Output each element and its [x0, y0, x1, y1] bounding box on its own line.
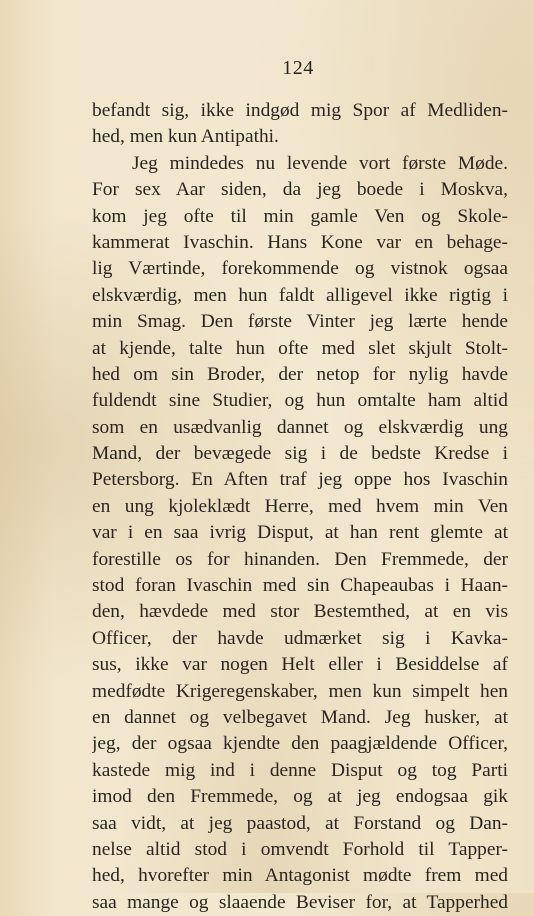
text-line: saa vidt, at jeg paastod, at Forstand og Dan- [92, 812, 508, 834]
text-line: hed, hvorefter min Antagonist mødte frem med [92, 865, 508, 887]
text-line: Jeg mindedes nu levende vort første Møde. [132, 152, 508, 174]
text-line: elskværdig, men hun faldt alligevel ikke rigtig i [92, 284, 508, 306]
text-line: min Smag. Den første Vinter jeg lærte hende [92, 311, 508, 333]
body-text [92, 98, 508, 916]
text-line: kastede mig ind i denne Disput og tog Parti [92, 759, 508, 781]
text-line: Officer, der havde udmærket sig i Kavka- [92, 627, 508, 649]
text-line: fuldendt sine Studier, og hun omtalte ham altid [92, 390, 508, 412]
text-line: jeg, der ogsaa kjendte den paagjældende Officer, [92, 733, 508, 755]
page-number: 124 [282, 57, 314, 79]
text-line: den, hævdede med stor Bestemthed, at en vis [92, 601, 508, 623]
text-line: kom jeg ofte til min gamle Ven og Skole- [92, 205, 508, 227]
text-line: imod den Fremmede, og at jeg endogsaa gik [92, 786, 508, 808]
text-line: nelse altid stod i omvendt Forhold til Tapper- [92, 838, 508, 860]
text-line: saa mange og slaaende Beviser for, at Tapperhed [92, 891, 508, 913]
text-line: Mand, der bevægede sig i de bedste Kredse i [92, 443, 508, 465]
text-line: en ung kjoleklædt Herre, med hvem min Ven [92, 495, 508, 517]
text-line: hed, men kun Antipathi. [92, 126, 279, 148]
text-line: forestille os for hinanden. Den Fremmede, der [92, 548, 508, 570]
text-line: Petersborg. En Aften traf jeg oppe hos Ivaschin [92, 469, 508, 491]
text-line: en dannet og velbegavet Mand. Jeg husker, at [92, 706, 508, 728]
text-line: stod foran Ivaschin med sin Chapeaubas i Haan- [92, 575, 508, 597]
text-line: at kjende, talte hun ofte med slet skjult Stolt- [92, 337, 508, 359]
text-line: var i en saa ivrig Disput, at han rent glemte at [92, 522, 508, 544]
text-line: sus, ikke var nogen Helt eller i Besiddelse af [92, 654, 508, 676]
text-line: hed om sin Broder, der netop for nylig havde [92, 363, 508, 385]
text-line: som en usædvanlig dannet og elskværdig ung [92, 416, 508, 438]
text-line: kammerat Ivaschin. Hans Kone var en behage- [92, 231, 508, 253]
text-line: For sex Aar siden, da jeg boede i Moskva, [92, 179, 508, 201]
text-line: lig Værtinde, forekommende og vistnok ogsaa [92, 258, 508, 280]
text-line: medfødte Krigeregenskaber, men kun simpelt hen [92, 680, 508, 702]
text-line: befandt sig, ikke indgød mig Spor af Medliden- [92, 100, 508, 121]
